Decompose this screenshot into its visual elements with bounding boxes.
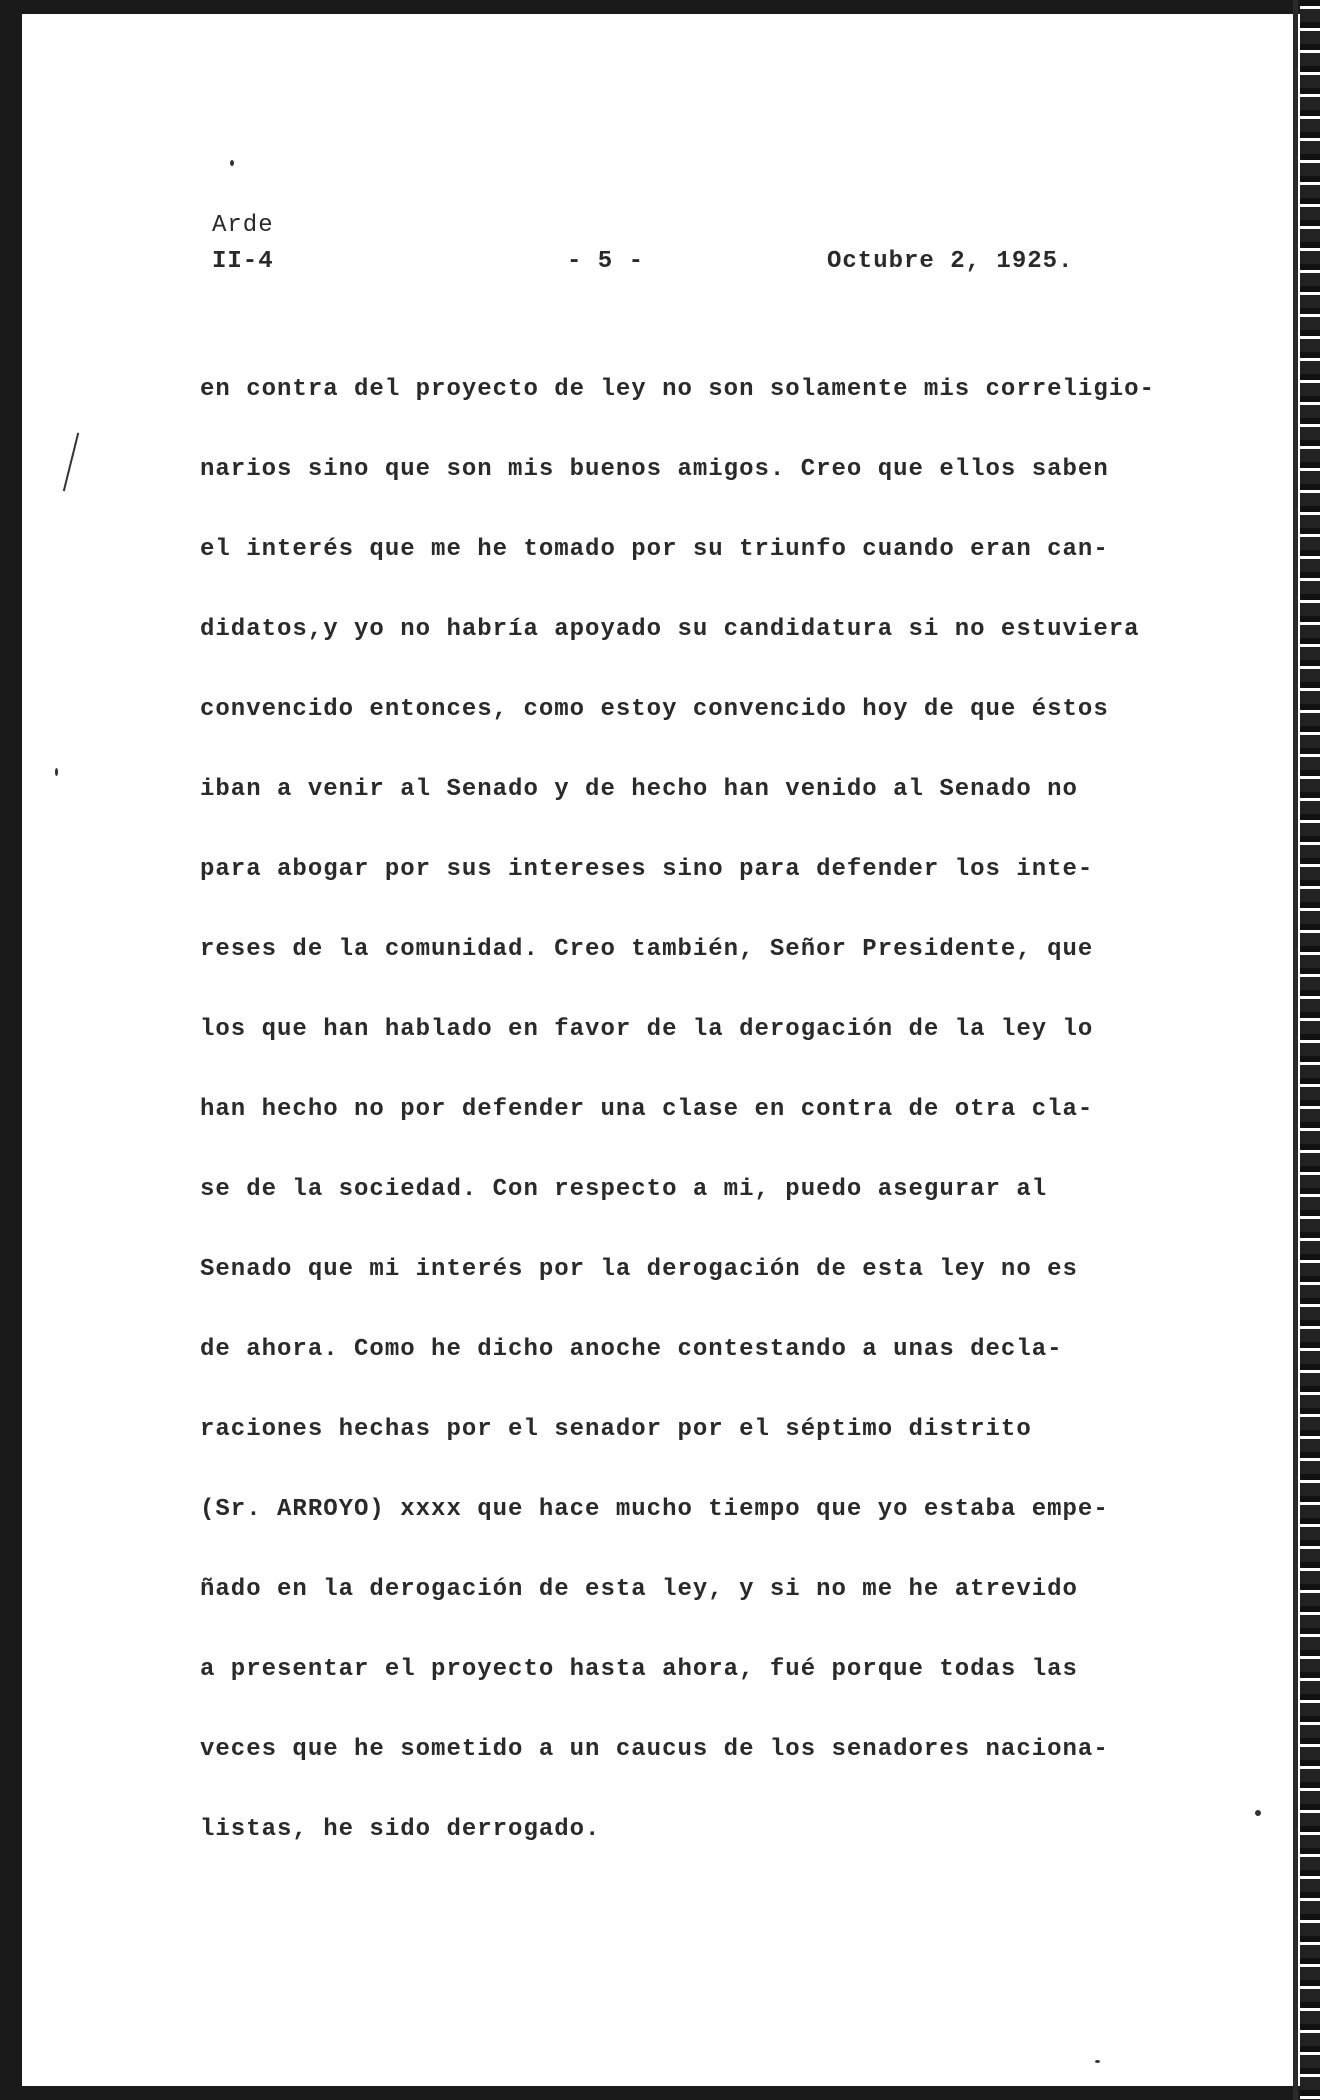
text-line: raciones hechas por el senador por el séptimo distrito [200,1416,1032,1443]
text-line: el interés que me he tomado por su triunfo cuando eran can- [200,536,1109,563]
margin-pen-mark [63,433,79,492]
speck-mark [1095,2060,1100,2063]
text-line: se de la sociedad. Con respecto a mi, puedo asegurar al [200,1176,1048,1203]
text-line: reses de la comunidad. Creo también, Señor Presidente, que [200,936,1094,963]
text-line: convencido entonces, como estoy convencido hoy de que éstos [200,696,1109,723]
text-line: iban a venir al Senado y de hecho han venido al Senado no [200,776,1078,803]
text-line: de ahora. Como he dicho anoche contestando a unas decla- [200,1336,1063,1363]
text-line: Senado que mi interés por la derogación de esta ley no es [200,1256,1078,1283]
text-line: los que han hablado en favor de la derogación de la ley lo [200,1016,1094,1043]
text-line: narios sino que son mis buenos amigos. Creo que ellos saben [200,456,1109,483]
text-line: para abogar por sus intereses sino para defender los inte- [200,856,1094,883]
scan-border-left [0,0,22,2100]
text-line: listas, he sido derrogado. [200,1816,601,1843]
speck-mark [1255,1810,1261,1816]
speck-mark [55,768,58,776]
text-line: didatos,y yo no habría apoyado su candidatura si no estuviera [200,616,1140,643]
scan-border-right-inner [1293,0,1298,2100]
document-date: Octubre 2, 1925. [827,248,1074,275]
text-line: ñado en la derogación de esta ley, y si no me he atrevido [200,1576,1078,1603]
document-body [200,350,1180,1870]
scan-border-top [0,0,1320,14]
scan-border-bottom [0,2086,1320,2100]
document-header [212,210,1112,280]
page-number: - 5 - [567,248,645,275]
scan-border-right [1300,0,1320,2100]
text-line: a presentar el proyecto hasta ahora, fué porque todas las [200,1656,1078,1683]
speck-mark [230,160,234,166]
document-code: II-4 [212,248,274,275]
department-label: Arde [212,212,274,239]
text-line: veces que he sometido a un caucus de los senadores naciona- [200,1736,1109,1763]
text-line: (Sr. ARROYO) xxxx que hace mucho tiempo que yo estaba empe- [200,1496,1109,1523]
text-line: han hecho no por defender una clase en contra de otra cla- [200,1096,1094,1123]
text-line: en contra del proyecto de ley no son solamente mis correligio- [200,376,1155,403]
